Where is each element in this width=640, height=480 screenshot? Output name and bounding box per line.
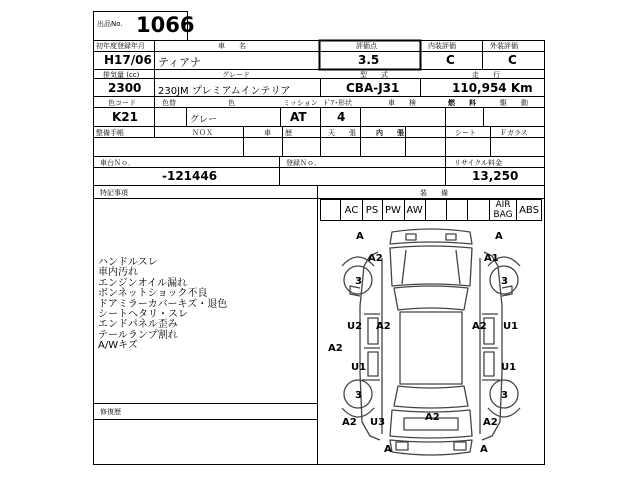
transmission-value: AT (290, 110, 307, 124)
damage-door-fl-u: U2 (347, 321, 363, 332)
roof-label: 天 張 (328, 129, 356, 137)
note-item: ボンネットショック不良 (98, 288, 208, 300)
damage-bumper-left: A (384, 444, 392, 455)
doors-value: 4 (337, 110, 346, 124)
chassis-label: 車台Ｎｏ． (100, 159, 135, 167)
repair-label: 修復歴 (100, 408, 121, 416)
exterior-label: 外装評価 (490, 42, 518, 50)
equip-pw: PW (385, 205, 401, 216)
damage-wheel-rr: 3 (501, 390, 508, 401)
equip-abs: ABS (519, 205, 539, 216)
color-label: 色 (228, 99, 235, 107)
damage-rear-left: A2 (342, 417, 357, 428)
damage-rear-left-u: U3 (370, 417, 386, 428)
history-label: 車 歴 (264, 129, 292, 137)
color-type-label: 色替 (162, 99, 176, 107)
notes-list (98, 258, 227, 352)
equip-aw: AW (406, 205, 423, 216)
fuel-label: 燃 料 (448, 99, 476, 107)
damage-door-fr-a: A2 (472, 321, 487, 332)
displacement-label: 排気量 (cc) (103, 71, 140, 79)
exterior-value: C (508, 53, 517, 67)
note-item: テールランプ割れ (98, 329, 178, 341)
mileage-label: 走 行 (472, 71, 500, 79)
inspection-label: 車 検 (388, 99, 416, 107)
doors-label: ﾄﾞｱ･形状 (324, 99, 352, 107)
color-value: グレー (190, 115, 218, 125)
damage-trunk: A2 (425, 412, 440, 423)
recycle-label: リサイクル料金 (454, 159, 503, 167)
grade-label: グレード (222, 71, 250, 79)
color-code-label: 色コード (108, 99, 136, 107)
damage-hood-right: A1 (484, 253, 499, 264)
grade-value: 230JM プレミアムインテリア (158, 86, 291, 97)
equip-ps: PS (365, 205, 379, 216)
glass-label: Ｆガラス (500, 129, 528, 137)
note-item: ドアミラーカバーキズ・退色 (98, 298, 228, 310)
lot-number-label: 出品No. (97, 20, 123, 28)
damage-front-right: A (495, 231, 503, 242)
damage-bumper-right: A (480, 444, 488, 455)
damage-side-left: A2 (328, 343, 343, 354)
damage-hood-left: A2 (368, 253, 383, 264)
equip-airbag: AIR BAG (493, 200, 513, 220)
interior-trim-label: 内 張 (376, 129, 404, 137)
note-item: A/Wキズ (98, 340, 138, 352)
note-item: ハンドルスレ (98, 257, 158, 268)
transmission-label: ミッション (283, 99, 318, 107)
color-code-value: K21 (112, 110, 138, 124)
equip-ac: AC (344, 205, 359, 216)
score-value: 3.5 (358, 53, 380, 67)
maintenance-label: 整備手帳 (96, 129, 124, 137)
chassis-value: -121446 (162, 169, 218, 183)
damage-wheel-rl: 3 (355, 390, 362, 401)
seat-label: シート (455, 129, 476, 137)
displacement-value: 2300 (108, 81, 142, 95)
note-item: シートヘタリ・スレ (98, 309, 188, 321)
car-diagram (320, 222, 542, 464)
damage-door-fl-a: A2 (376, 321, 391, 332)
registration-label: 登録Ｎｏ． (286, 159, 321, 167)
note-item: エンドパネル歪み (98, 319, 178, 331)
car-name-value: ティアナ (158, 56, 202, 69)
nox-label: ＮＯＸ (192, 129, 213, 137)
car-name-label: 車 名 (218, 42, 246, 50)
notes-label: 特記事項 (100, 189, 128, 197)
damage-rear-right: A2 (483, 417, 498, 428)
interior-label: 内装評価 (428, 42, 456, 50)
damage-door-rl-u: U1 (351, 362, 367, 373)
damage-door-fr-u: U1 (503, 321, 519, 332)
interior-value: C (446, 53, 455, 67)
note-item: エンジンオイル漏れ (98, 277, 187, 289)
mileage-value: 110,954 Km (452, 81, 533, 95)
equipment-label: 装 備 (420, 189, 448, 197)
lot-number: 1066 (136, 13, 195, 37)
first-reg-label: 初年度登録年月 (96, 42, 145, 50)
damage-front-left: A (356, 231, 364, 242)
drive-label: 駆 動 (500, 99, 528, 107)
score-label: 評価点 (356, 42, 377, 50)
model-value: CBA-J31 (346, 81, 400, 95)
note-item: 車内汚れ (98, 267, 138, 279)
damage-wheel-fr: 3 (501, 276, 508, 287)
first-reg-value: H17/06 (104, 53, 152, 67)
model-label: 型 式 (360, 71, 388, 79)
recycle-value: 13,250 (472, 169, 519, 183)
damage-door-rr-u: U1 (501, 362, 517, 373)
damage-wheel-fl: 3 (355, 276, 362, 287)
